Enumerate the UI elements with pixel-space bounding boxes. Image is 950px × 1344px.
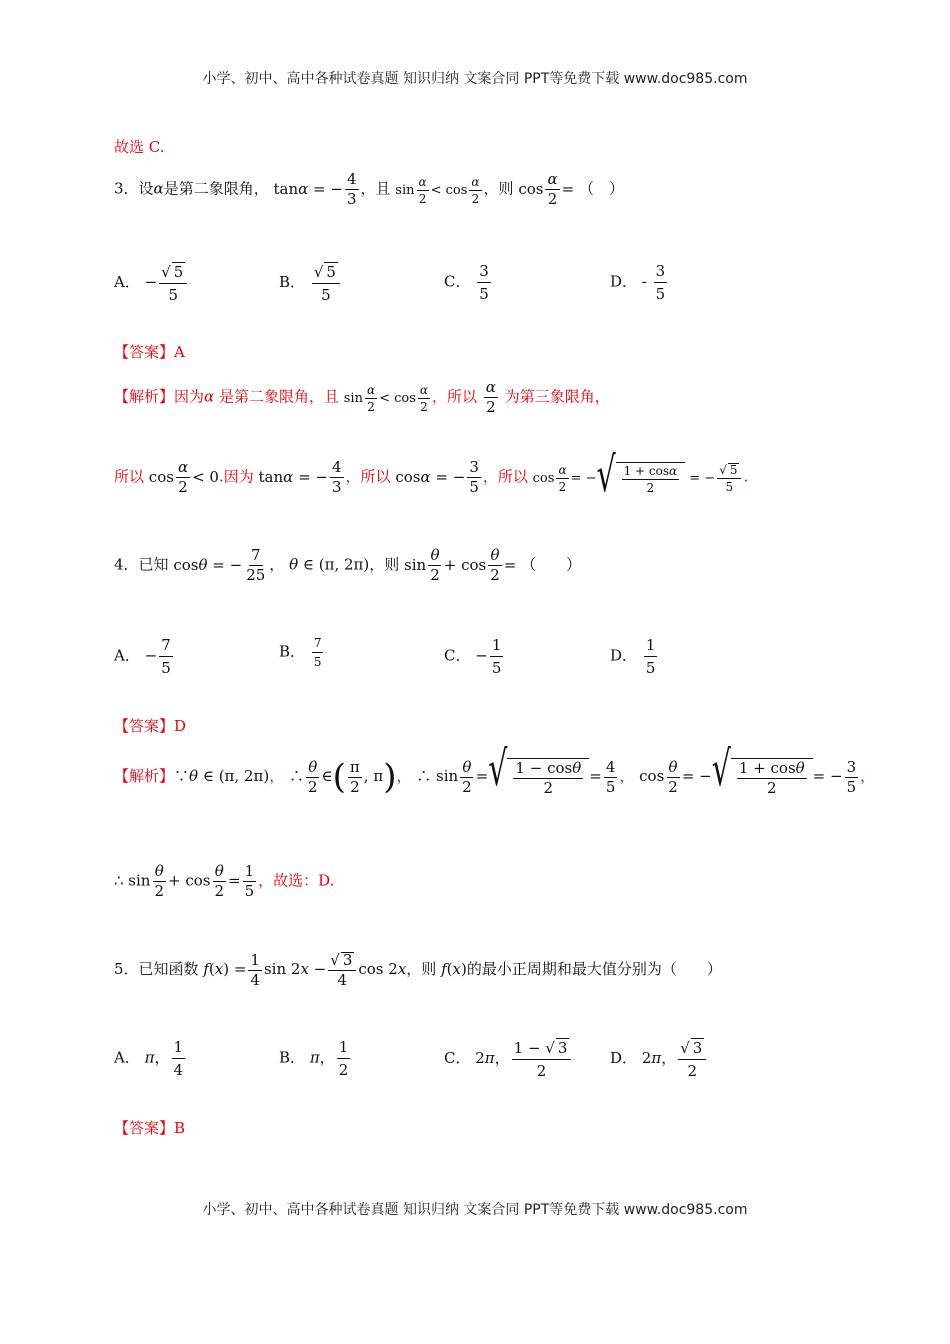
q3-answer: 【答案】A: [114, 343, 185, 361]
q4-explanation-line-2: ∴ sin $\frac{\theta}{2}$ + cos $\frac{\theta}{2}$ = $\frac{1}{5}$ ，故选：D.: [114, 862, 335, 900]
formula-sin-less-cos: sin $\frac{\alpha}{2}$ < cos $\frac{\alpha}{2}$: [395, 174, 480, 206]
q4-answer: 【答案】D: [114, 717, 187, 735]
q3-explanation-line-1: 【解析】因为α 是第二象限角，且 sin $\frac{\alpha}{2}$ < cos $\frac{\alpha}{2}$ ，所以 $\frac{\alpha}{2}$ 为第三象限角，: [114, 378, 610, 416]
formula-cos-half-alpha: cos $\frac{\alpha}{2}$ =: [518, 170, 575, 208]
page-footer: 小学、初中、高中各种试卷真题 知识归纳 文案合同 PPT等免费下载 www.doc985.com: [202, 1202, 748, 1218]
formula-tan-alpha: tanα = − $\frac{4}{3}$: [273, 170, 357, 208]
q4-option-c: C． − $\frac{1}{5}$: [444, 636, 502, 677]
question-3-stem: 3．设α是第二象限角， tanα = − $\frac{4}{3}$ ，且 sin $\frac{\alpha}{2}$ < cos $\frac{\alpha}{2}$ ，则 cos $\frac{\alpha}{2}$ = （ ）: [114, 170, 624, 208]
q5-option-a: A． π， $\frac{1}{4}$: [114, 1038, 184, 1079]
q5-option-b: B． π， $\frac{1}{2}$: [279, 1038, 349, 1079]
q5-answer: 【答案】B: [114, 1119, 186, 1137]
q4-option-b: B． $\frac{7}{5}$: [279, 636, 322, 669]
q4-option-d: D． $\frac{1}{5}$: [610, 636, 656, 677]
q3-explanation-line-2: 所以 cos $\frac{\alpha}{2}$ < 0.因为 tanα = − $\frac{4}{3}$ ，所以 cosα = − $\frac{3}{5}$ ，所以 cos $\frac{\alpha}{2}$ = − √ $\frac{1 + \cos\alpha}{2}$ = − $\frac{√ 5}{5}$ .: [114, 447, 749, 504]
q3-option-c: C． $\frac{3}{5}$: [444, 262, 489, 303]
question-4-stem: 4．已知 cosθ = − $\frac{7}{25}$ ， θ ∈ (π, 2π)，则 sin $\frac{\theta}{2}$ + cos $\frac{\theta}{2}$ = （ ）: [114, 546, 582, 584]
question-5-stem: 5．已知函数 f(x) = $\frac{1}{4}$ sin 2x − $\frac{√ 3}{4}$ cos 2x，则 f(x)的最小正周期和最大值分别为（ ）: [114, 950, 722, 989]
q4-explanation-line-1: 【解析】∵θ ∈ (π, 2π)， ∴ $\frac{\theta}{2}$ ∈( $\frac{\pi}{2}$ , π)， ∴ sin $\frac{\theta}{2}$ = √ $\frac{1 - \cos\theta}{2}$ = $\frac{4}{5}$ ， cos $\frac{\theta}{2}$ = − √ $\frac{1 + \cos\theta}{2}$ = − $\frac{3}{5}$ ，: [114, 741, 876, 798]
prev-conclusion: 故选 C.: [114, 138, 165, 156]
q4-option-a: A． − $\frac{7}{5}$: [114, 636, 171, 677]
q5-option-d: D． 2π， $\frac{√ 3}{2}$: [610, 1038, 708, 1080]
page-header: 小学、初中、高中各种试卷真题 知识归纳 文案合同 PPT等免费下载 www.doc985.com: [202, 71, 748, 87]
q3-option-a: A． − $\frac{√ 5}{5}$: [114, 262, 189, 304]
q3-option-d: D． - $\frac{3}{5}$: [610, 262, 666, 303]
q3-option-b: B． $\frac{√ 5}{5}$: [279, 262, 342, 304]
q5-option-c: C． 2π， $\frac{1 - √ 3}{2}$: [444, 1038, 573, 1080]
